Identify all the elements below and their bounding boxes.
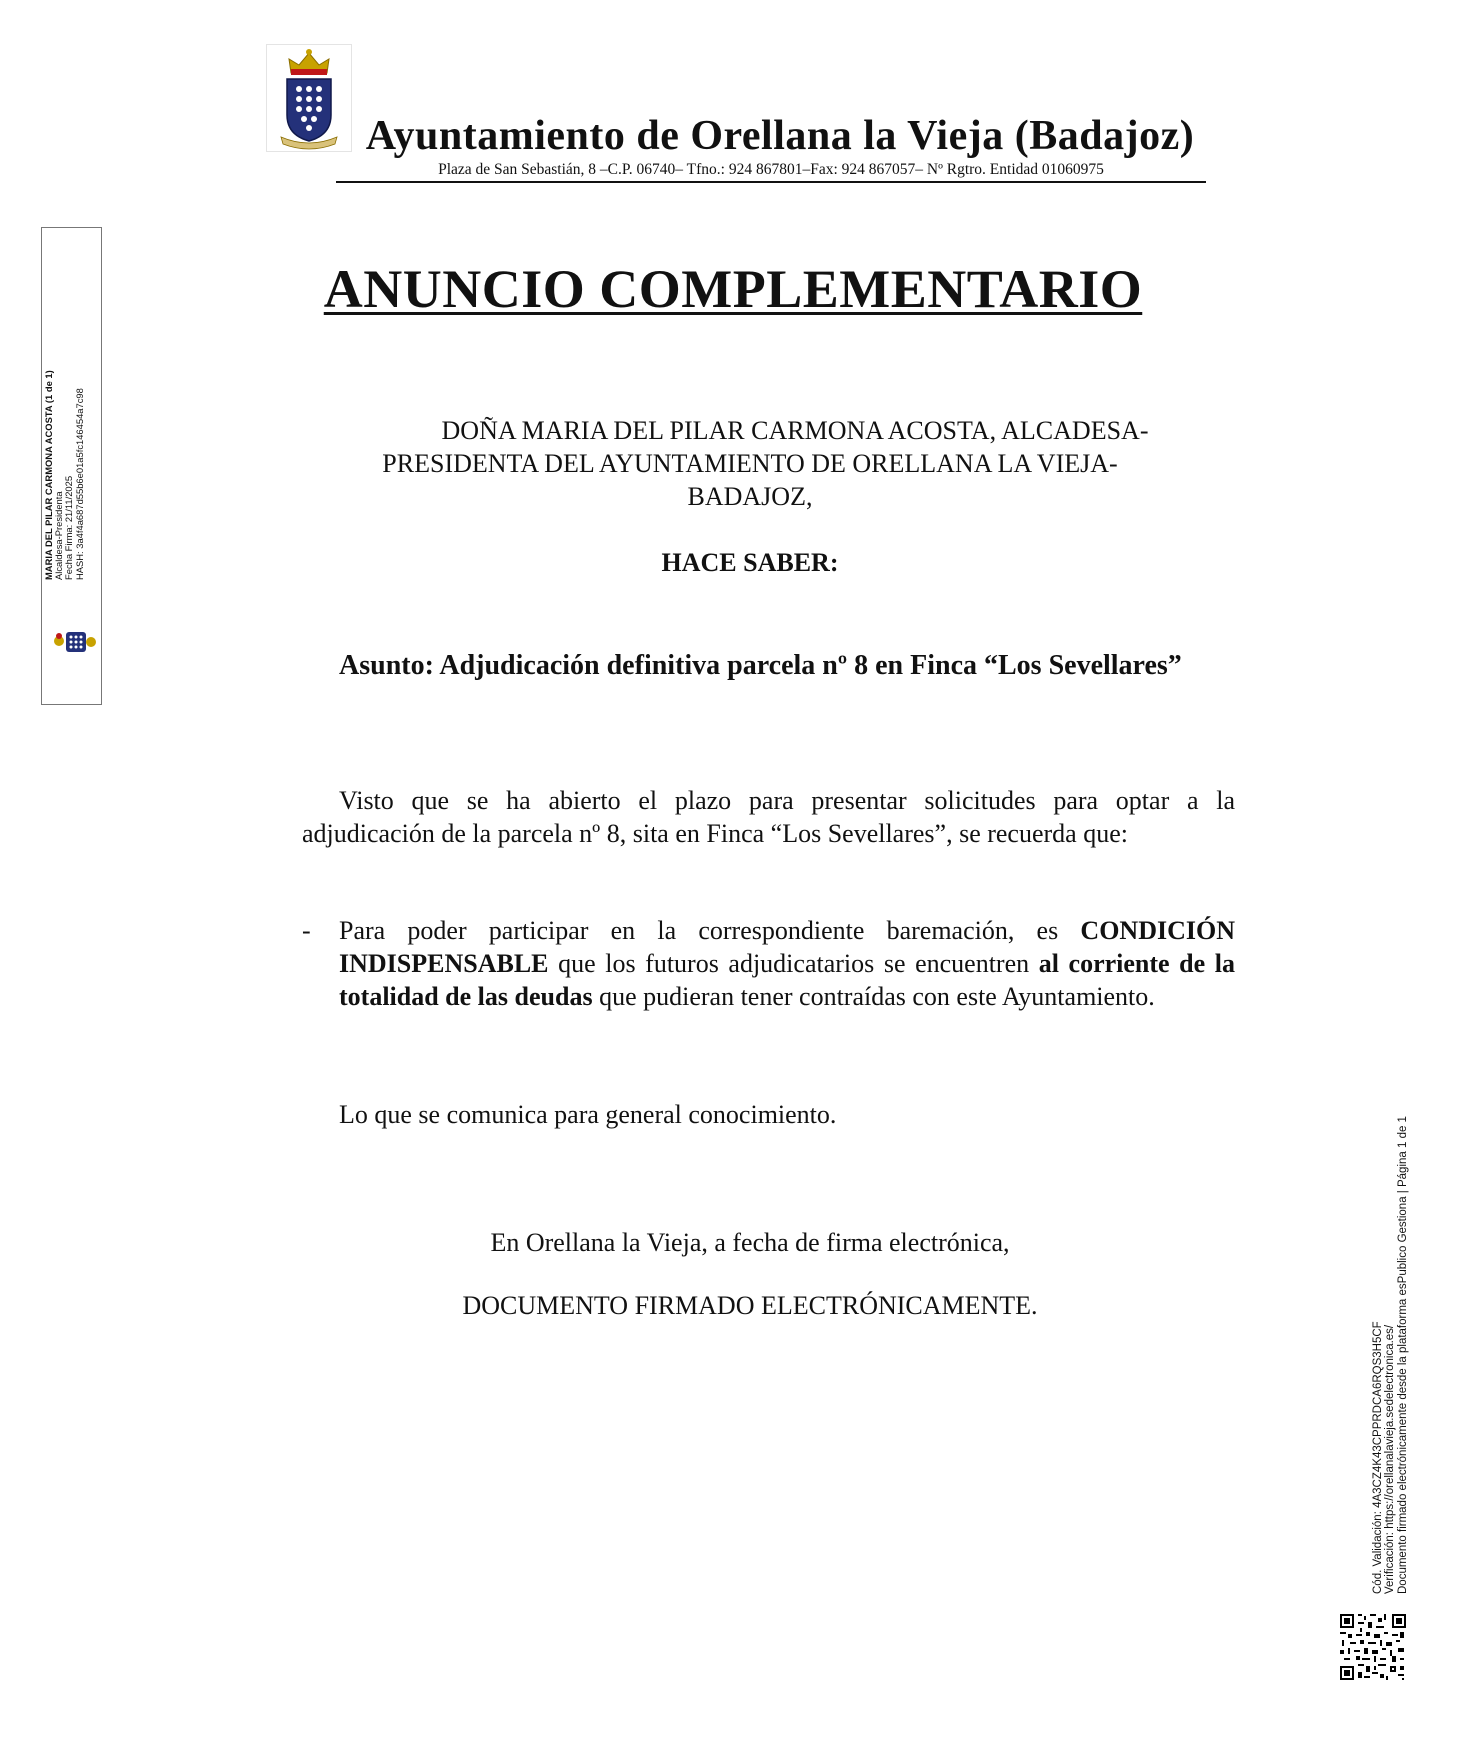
paragraph-line: Visto que se ha abierto el plazo para presentar solicitudes para optar a la <box>339 786 1235 815</box>
bullet-text-part: que los futuros adjudicatarios se encuentren <box>548 949 1039 978</box>
notice-paragraph <box>302 784 1235 850</box>
signature-coat-of-arms-icon <box>52 626 96 656</box>
place-and-date: En Orellana la Vieja, a fecha de firma electrónica, <box>490 1228 1010 1257</box>
announcer-paragraph <box>300 414 1200 513</box>
bullet-text-part: que pudieran tener contraídas con este Ayuntamiento. <box>592 982 1155 1011</box>
intro-line: PRESIDENTA DEL AYUNTAMIENTO DE ORELLANA LA VIEJA- <box>382 449 1118 478</box>
header-address: Plaza de San Sebastián, 8 –C.P. 06740– Tfno.: 924 867801–Fax: 924 867057– Nº Rgtro. Entidad 01060975 <box>438 161 1104 178</box>
bullet-text-part: Para poder participar en la correspondiente baremación, es <box>339 916 1081 945</box>
header-divider <box>336 181 1206 183</box>
signer-role: Alcaldesa-Presidenta <box>53 491 65 580</box>
signature-date: Fecha Firma: 21/11/2025 <box>63 475 75 580</box>
bullet-bold-debts: al corriente de la totalidad de las deudas <box>339 949 1235 1011</box>
hace-saber-heading: HACE SABER: <box>661 548 839 577</box>
signature-hash: HASH: 3a4f4a687d55b6e01a5fc146454a7c98 <box>73 388 85 580</box>
intro-line: DOÑA MARIA DEL PILAR CARMONA ACOSTA, ALCADESA- <box>441 416 1149 445</box>
verification-url: Verificación: https://orellanalavieja.sedelectronica.es/ <box>1384 1324 1397 1594</box>
signature-details <box>43 352 85 580</box>
validation-code: Cód. Validación: 4A3CZ4K43CPPRDCA6RQS3H5CF <box>1372 1321 1384 1594</box>
closing-sentence: Lo que se comunica para general conocimiento. <box>339 1100 837 1129</box>
signed-notice: DOCUMENTO FIRMADO ELECTRÓNICAMENTE. <box>462 1291 1038 1320</box>
condition-bullet <box>339 914 1235 1013</box>
platform-note: Documento firmado electrónicamente desde la plataforma esPublico Gestiona | Página 1 de 1 <box>1396 1116 1409 1594</box>
bullet-dash: - <box>302 916 311 945</box>
paragraph-line: adjudicación de la parcela nº 8, sita en Finca “Los Sevellares”, se recuerda que: <box>302 819 1128 848</box>
document-title: ANUNCIO COMPLEMENTARIO <box>323 259 1143 319</box>
signer-name: MARIA DEL PILAR CARMONA ACOSTA (1 de 1) <box>43 370 54 580</box>
subject-heading: Asunto: Adjudicación definitiva parcela nº 8 en Finca “Los Sevellares” <box>339 650 1182 681</box>
intro-line: BADAJOZ, <box>687 482 813 511</box>
qr-code <box>1338 1612 1408 1682</box>
header-title: Ayuntamiento de Orellana la Vieja (Badajoz) <box>365 113 1195 159</box>
bullet-bold-condition: CONDICIÓN INDISPENSABLE <box>339 916 1235 978</box>
verification-info <box>1372 1116 1409 1604</box>
